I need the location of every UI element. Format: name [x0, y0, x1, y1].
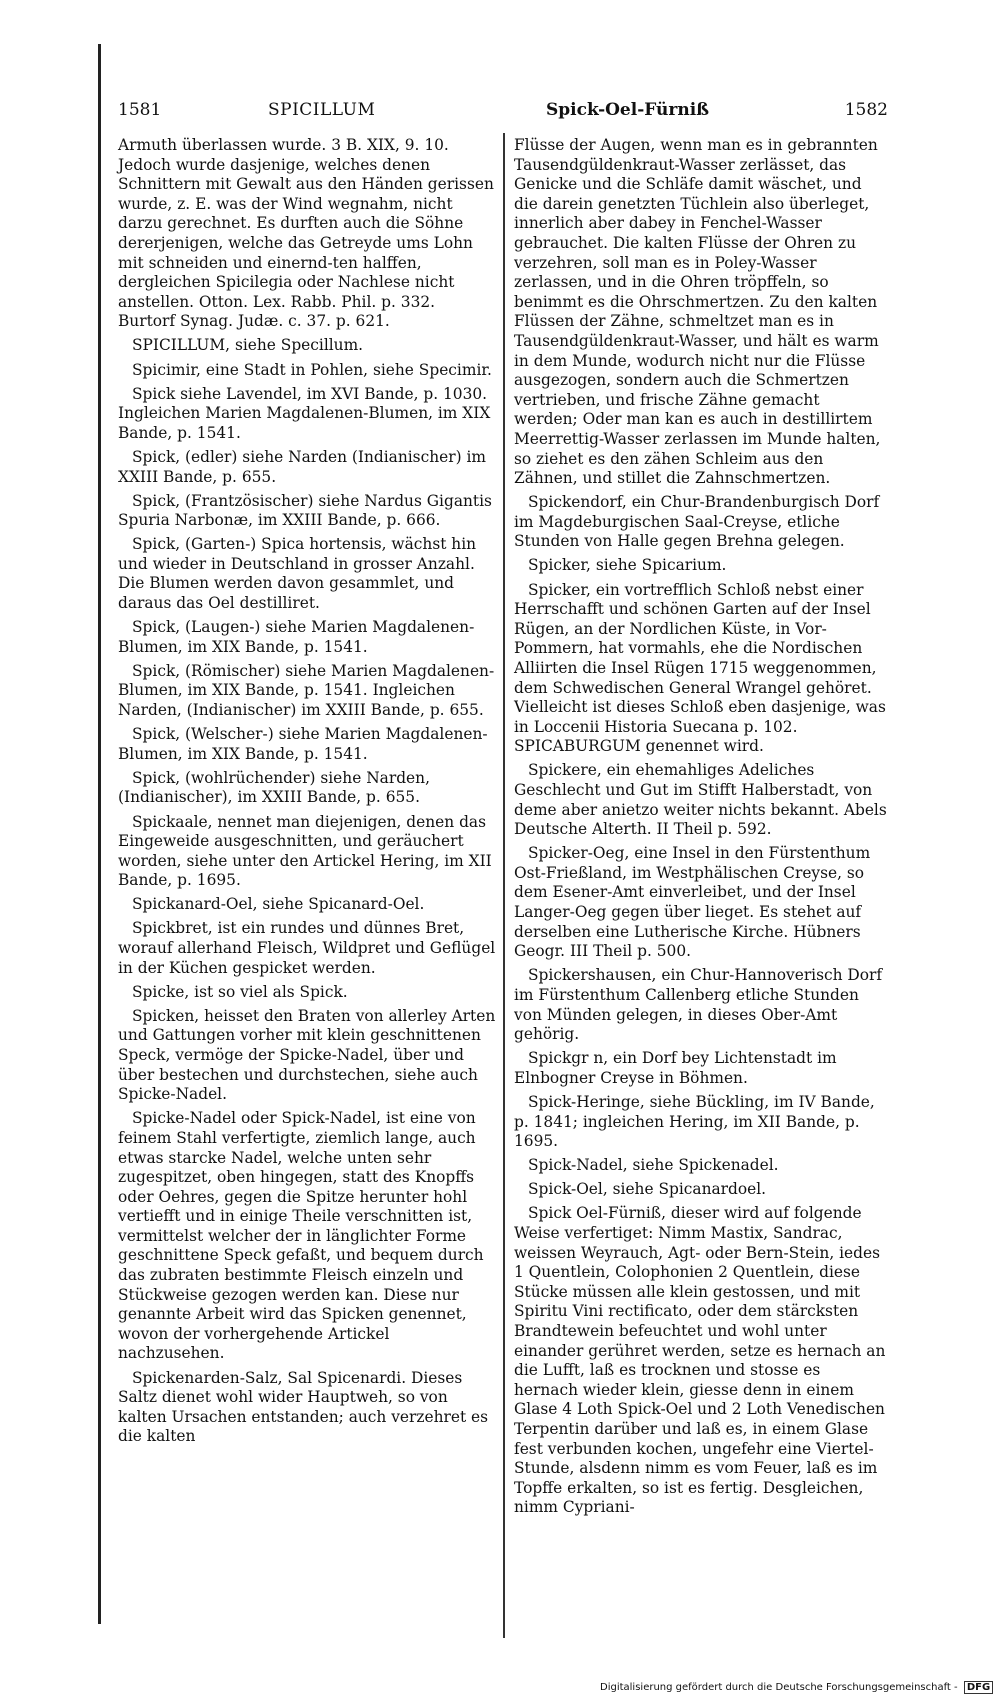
right-column: [514, 136, 888, 1522]
entry-text: Spick, (Welscher-) siehe Marien Magdalenen-Blumen, im XIX Bande, p. 1541.: [118, 725, 488, 763]
left-column-number: 1581: [118, 100, 162, 120]
entry-text: Spicke, ist so viel als Spick.: [132, 982, 348, 1001]
entry-text: Spickbret, ist ein rundes und dünnes Bret, worauf allerhand Fleisch, Wildpret und Geflügel in der Küchen gespicket werden.: [118, 919, 496, 977]
footer-text: Digitalisierung gefördert durch die Deutsche Forschungsgemeinschaft -: [600, 1682, 958, 1693]
entry-text: Spick-Oel, siehe Spicanardoel.: [528, 1180, 767, 1199]
dfg-logo: DFG: [964, 1681, 993, 1694]
entry-text: Spickere, ein ehemahliges Adeliches Geschlecht und Gut im Stifft Halberstadt, von deme aber anietzo weiter nichts bekannt. Abels Deutsche Alterth. II Theil p. 592.: [514, 761, 887, 839]
digitization-footer: [600, 1681, 993, 1694]
entry-text: Spicker, siehe Spicarium.: [528, 556, 727, 575]
entry-text: Spick, (Frantzösischer) siehe Nardus Gigantis Spuria Narbonæ, im XXIII Bande, p. 666.: [118, 491, 492, 530]
right-running-title: Spick-Oel-Fürniß: [546, 100, 710, 120]
entry-text: Spickgr n, ein Dorf bey Lichtenstadt im Elnbogner Creyse in Böhmen.: [514, 1049, 837, 1087]
entry-text: Flüsse der Augen, wenn man es in gebrannten Tausendgüldenkraut-Wasser zerlässet, das Genicke und die Schläfe damit wäschet, und die darein genetzten Tüchlein also überleget, innerlich aber dabey in Fenchel-Wasser gebrauchet. Die kalten Flüsse der Ohren zu verzehren, soll man es in Poley-Wasser zerlassen, und in die Ohren tröpffeln, so benimmt es die Ohrschmertzen. Zu den kalten Flüssen der Zähne, schmeltzet man es in Tausendgüldenkraut-Wasser, und hält es warm in dem Munde, wodurch nicht nur die Flüsse ausgezogen, sondern auch die Schmertzen vertrieben, und frische Zähne gemacht werden; Oder man kan es auch in destillirtem Meerrettig-Wasser zerlassen im Munde halten, so ziehet es den zähen Schleim aus den Zähnen, und stillet die Zahnschmertzen.: [514, 136, 881, 488]
entry-text: Spick-Nadel, siehe Spickenadel.: [528, 1156, 779, 1175]
entry-text: Spick-Heringe, siehe Bückling, im IV Bande, p. 1841; ingleichen Hering, im XII Bande, p. 1695.: [514, 1092, 875, 1151]
entry-text: Spick, (edler) siehe Narden (Indianischer) im XXIII Bande, p. 655.: [118, 447, 486, 486]
entry-text: Spick, (wohlrüchender) siehe Narden, (Indianischer), im XXIII Bande, p. 655.: [118, 768, 430, 807]
left-column: [118, 136, 496, 1451]
entry-text: Spickershausen, ein Chur-Hannoverisch Dorf im Fürstenthum Callenberg etliche Stunden von Münden gelegen, in dieses Ober-Amt gehörig.: [514, 966, 883, 1044]
entry-text: Armuth überlassen wurde. 3 B. XIX, 9. 10. Jedoch wurde dasjenige, welches denen Schnittern mit Gewalt aus den Händen gerissen wurde, z. E. was der Wind wegnahm, nicht darzu gerechnet. Es durften auch die Söhne dererjenigen, welche das Getreyde ums Lohn mit schneiden und einernd-ten halffen, dergleichen Spicilegia oder Nachlese nicht anstellen. Otton. Lex. Rabb. Phil. p. 332. Burtorf Synag. Judæ. c. 37. p. 621.: [118, 136, 494, 331]
entry-text: Spickaale, nennet man diejenigen, denen das Eingeweide ausgeschnitten, und geräuchert worden, siehe unter den Artickel Hering, im XII Bande, p. 1695.: [118, 812, 492, 890]
entry-text: Spicke-Nadel oder Spick-Nadel, ist eine von feinem Stahl verfertigte, ziemlich lange, auch etwas starcke Nadel, welche unten sehr zugespitzet, oben hingegen, statt des Knopffs oder Oehres, gegen die Spitze herunter hohl vertiefft und in einige Theile verschnitten ist, vermittelst welcher der in länglichter Forme geschnittene Speck gefaßt, und bequem durch das zubraten bestimmte Fleisch einzeln und Stückweise gezogen werden kan. Diese nur genannte Arbeit wird das Spicken genennet, wovon der vorhergehende Artickel nachzusehen.: [118, 1109, 484, 1363]
entry-text: Spick, (Laugen-) siehe Marien Magdalenen-Blumen, im XIX Bande, p. 1541.: [118, 618, 475, 656]
entry-text: Spickendorf, ein Chur-Brandenburgisch Dorf im Magdeburgischen Saal-Creyse, etliche Stunden von Halle gegen Brehna gelegen.: [514, 493, 880, 551]
entry-text: Spicker, ein vortrefflich Schloß nebst einer Herrschafft und schönen Garten auf der Insel Rügen, an der Nordlichen Küste, in Vor-Pommern, hat vormahls, ehe die Nordischen Alliirten die Insel Rügen 1715 weggenommen, dem Schwedischen General Wrangel gehöret. Vielleicht ist dieses Schloß eben dasjenige, was in Loccenii Historia Suecana p. 102. SPICABURGUM genennet wird.: [514, 580, 886, 756]
entry-text: Spickenarden-Salz, Sal Spicenardi. Dieses Saltz dienet wohl wider Hauptweh, so von kalten Ursachen entstanden; auch verzehret es die kalten: [118, 1368, 489, 1446]
entry-text: Spicimir, eine Stadt in Pohlen, siehe Specimir.: [132, 360, 492, 379]
page-header: [118, 100, 888, 128]
entry-text: Spickanard-Oel, siehe Spicanard-Oel.: [132, 895, 425, 914]
left-running-title: SPICILLUM: [268, 100, 376, 120]
page-left-rule: [98, 44, 101, 1624]
column-divider: [503, 133, 505, 1638]
entry-text: Spick, (Garten-) Spica hortensis, wächst hin und wieder in Deutschland in grosser Anzahl. Die Blumen werden davon gesammlet, und daraus das Oel destilliret.: [118, 535, 477, 613]
entry-text: Spick, (Römischer) siehe Marien Magdalenen-Blumen, im XIX Bande, p. 1541. Ingleichen Narden, (Indianischer) im XXIII Bande, p. 655.: [118, 661, 495, 720]
entry-text: Spicken, heisset den Braten von allerley Arten und Gattungen vorher mit klein geschnittenen Speck, vermöge der Spicke-Nadel, über und über bestechen und durchstechen, siehe auch Spicke-Nadel.: [118, 1006, 496, 1104]
entry-text: Spick Oel-Fürniß, dieser wird auf folgende Weise verfertiget: Nimm Mastix, Sandrac, weissen Weyrauch, Agt- oder Bern-Stein, iedes 1 Quentlein, Colophonien 2 Quentlein, diese Stücke müssen alle klein gestossen, und mit Spiritu Vini rectificato, oder dem stärcksten Brandtewein befeuchtet und wohl unter einander gerühret werden, setze es hernach an die Lufft, laß es trocknen und stosse es hernach wieder klein, giesse denn in einem Glase 4 Loth Spick-Oel und 2 Loth Venedischen Terpentin darüber und laß es, in einem Glase fest verbunden kochen, ungefehr eine Viertel-Stunde, alsdenn nimm es vom Feuer, laß es im Topffe erkalten, so ist es fertig. Desgleichen, nimm Cypriani-: [514, 1204, 886, 1517]
entry-text: Spick siehe Lavendel, im XVI Bande, p. 1030. Ingleichen Marien Magdalenen-Blumen, im XIX Bande, p. 1541.: [118, 384, 491, 442]
right-column-number: 1582: [844, 100, 888, 120]
entry-text: SPICILLUM, siehe Specillum.: [132, 336, 364, 355]
entry-text: Spicker-Oeg, eine Insel in den Fürstenthum Ost-Frießland, im Westphälischen Creyse, so dem Esener-Amt einverleibet, und der Insel Langer-Oeg gegen über lieget. Es stehet auf derselben eine Lutherische Kirche. Hübners Geogr. III Theil p. 500.: [514, 844, 871, 961]
